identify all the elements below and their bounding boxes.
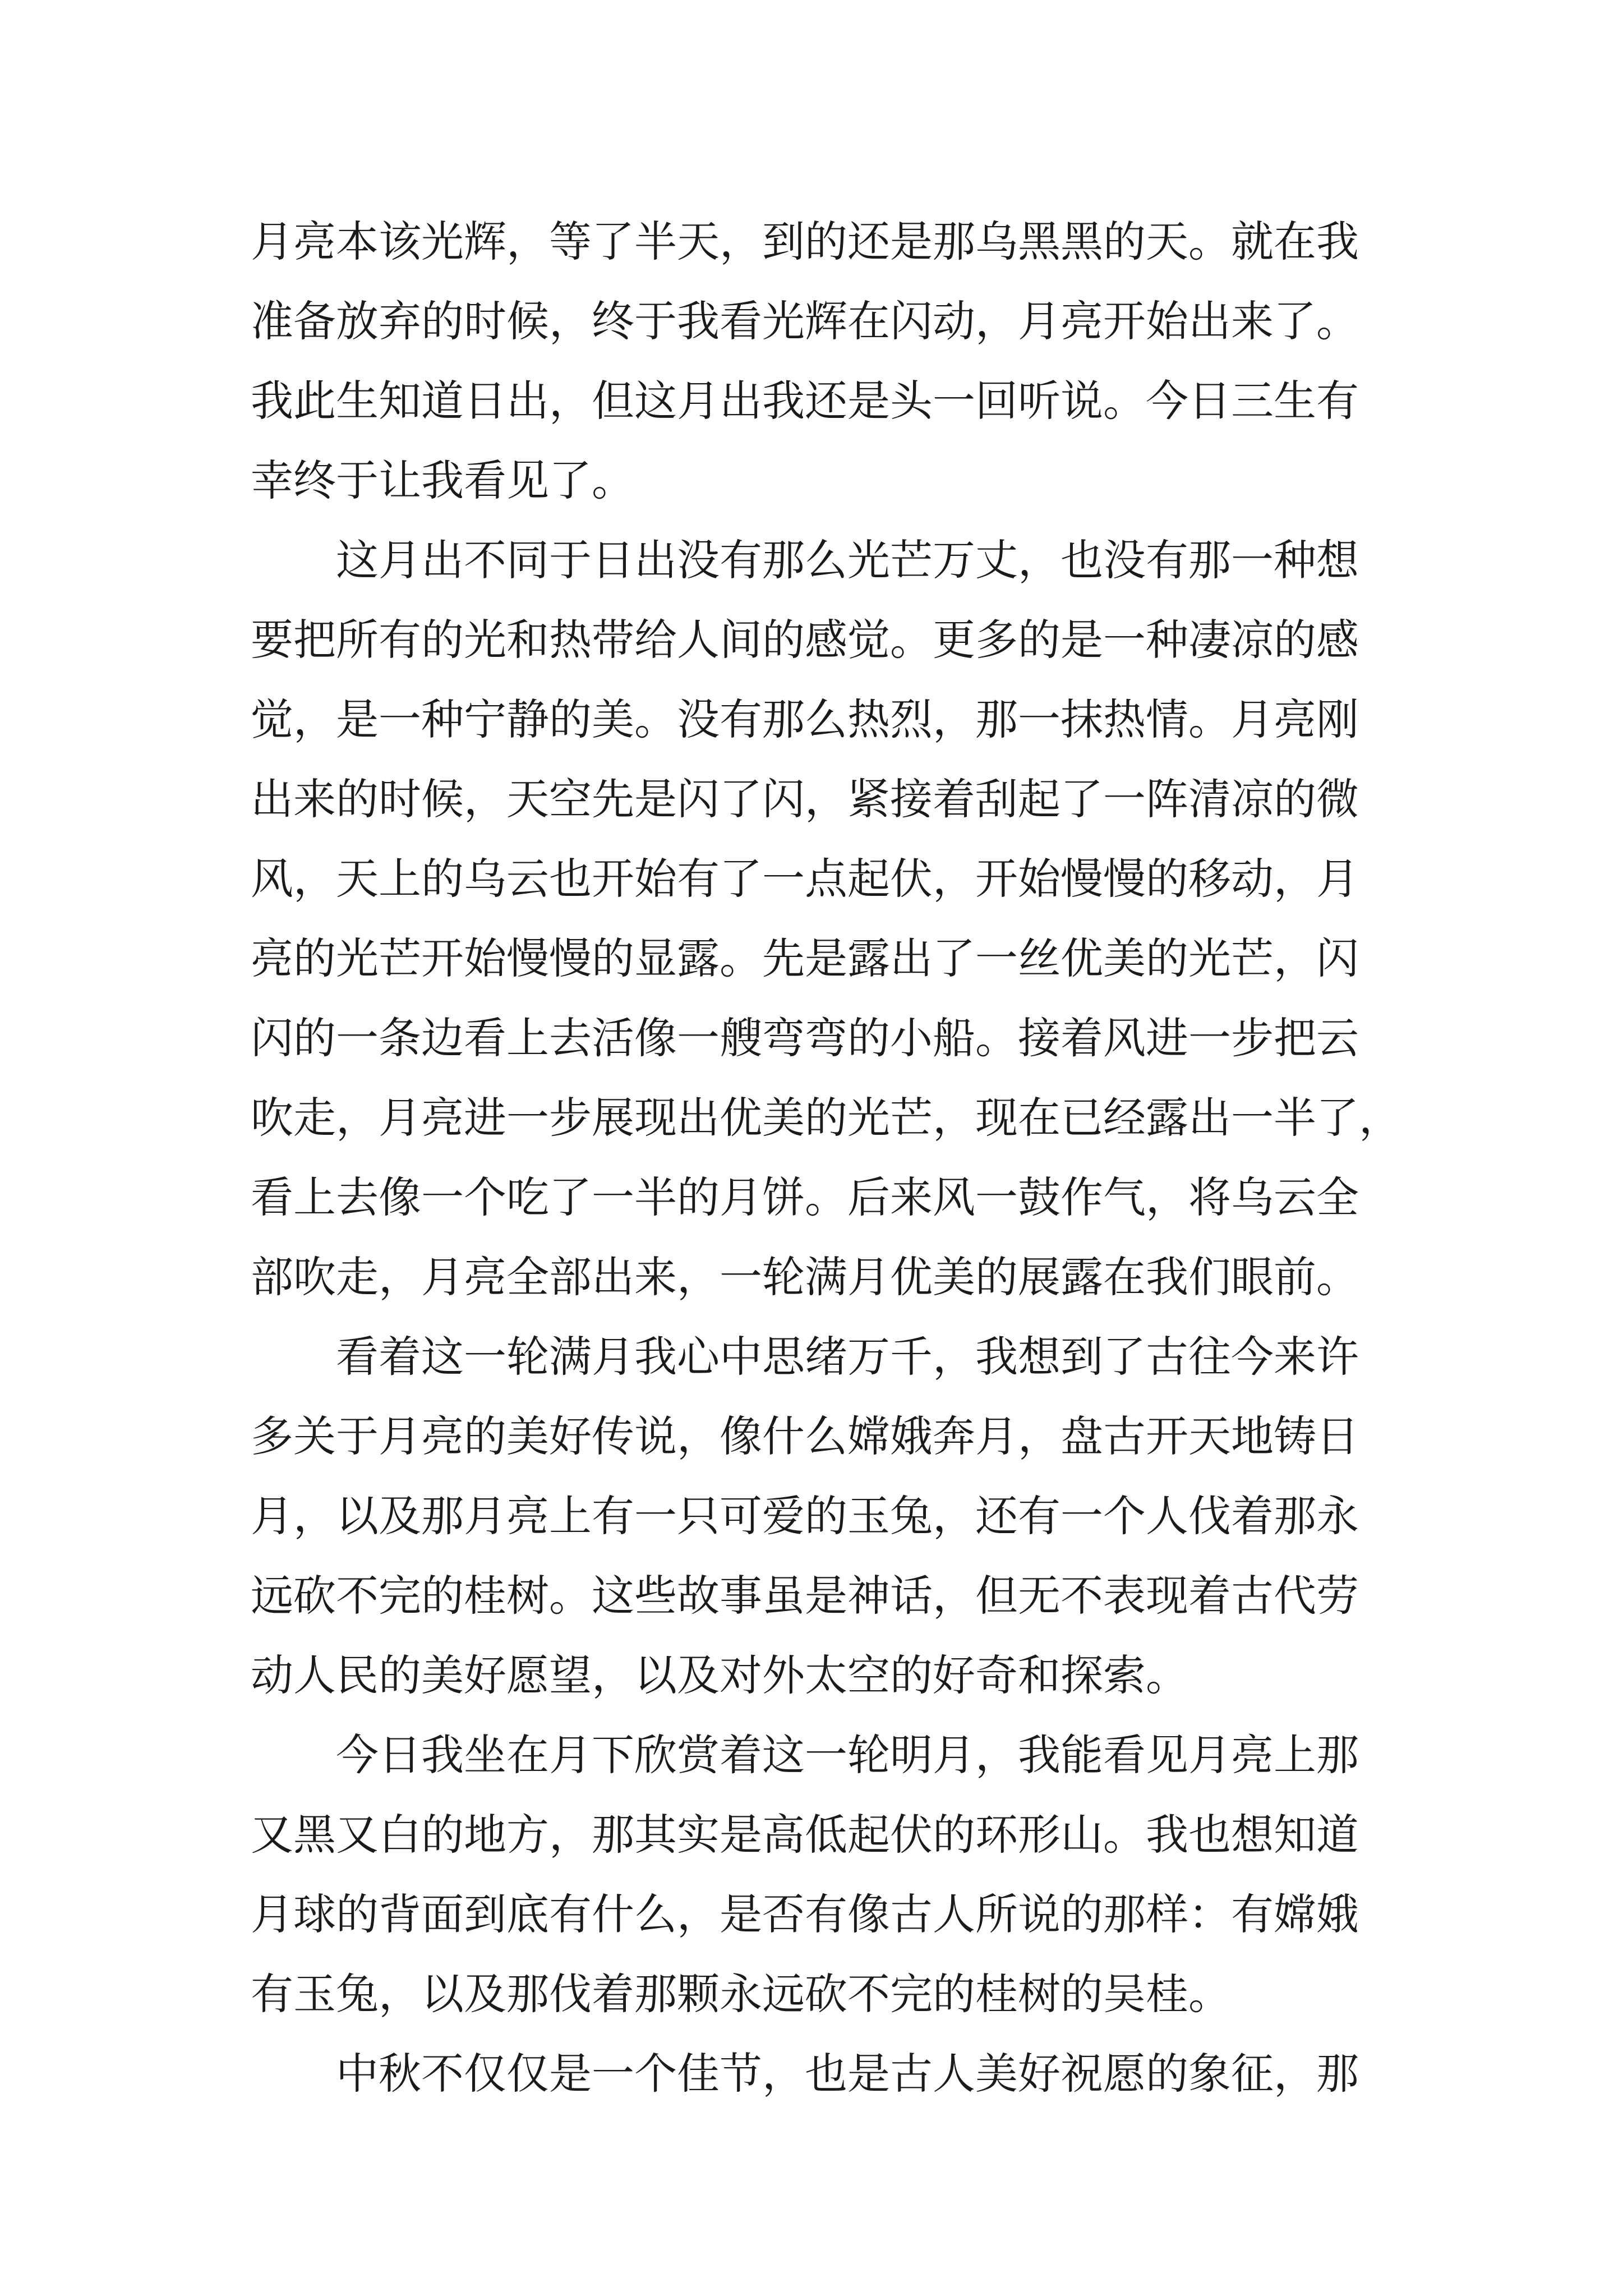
- text-line: 多关于月亮的美好传说，像什么嫦娥奔月，盘古开天地铸日: [251, 1411, 1359, 1461]
- paragraph-start-line: 中秋不仅仅是一个佳节，也是古人美好祝愿的象征，那: [336, 2049, 1359, 2099]
- text-line: 我此生知道日出，但这月出我还是头一回听说。今日三生有: [251, 376, 1359, 426]
- paragraph-start-line: 这月出不同于日出没有那么光芒万丈，也没有那一种想: [336, 535, 1359, 585]
- text-line: 出来的时候，天空先是闪了闪，紧接着刮起了一阵清凉的微: [251, 774, 1359, 824]
- text-line: 远砍不完的桂树。这些故事虽是神话，但无不表现着古代劳: [251, 1571, 1359, 1621]
- text-line: 准备放弃的时候，终于我看光辉在闪动，月亮开始出来了。: [251, 296, 1359, 346]
- paragraph-start-line: 看着这一轮满月我心中思绪万千，我想到了古往今来许: [336, 1332, 1359, 1382]
- essay-body: [251, 202, 1401, 2114]
- text-line: 看上去像一个吃了一半的月饼。后来风一鼓作气，将乌云全: [251, 1172, 1359, 1222]
- paragraph-start-line: 今日我坐在月下欣赏着这一轮明月，我能看见月亮上那: [336, 1730, 1359, 1780]
- text-line: 动人民的美好愿望，以及对外太空的好奇和探索。: [251, 1650, 1188, 1700]
- text-line: 幸终于让我看见了。: [251, 455, 634, 505]
- text-line: 有玉兔，以及那伐着那颗永远砍不完的桂树的吴桂。: [251, 1969, 1231, 2019]
- text-line: 部吹走，月亮全部出来，一轮满月优美的展露在我们眼前。: [251, 1252, 1359, 1302]
- text-line: 闪的一条边看上去活像一艘弯弯的小船。接着风进一步把云: [251, 1013, 1359, 1063]
- text-line: 要把所有的光和热带给人间的感觉。更多的是一种凄凉的感: [251, 615, 1359, 665]
- text-line: 觉，是一种宁静的美。没有那么热烈，那一抹热情。月亮刚: [251, 694, 1359, 744]
- text-line: 风，天上的乌云也开始有了一点起伏，开始慢慢的移动，月: [251, 854, 1359, 904]
- text-line: 又黑又白的地方，那其实是高低起伏的环形山。我也想知道: [251, 1810, 1359, 1860]
- text-line: 月，以及那月亮上有一只可爱的玉兔，还有一个人伐着那永: [251, 1491, 1359, 1541]
- text-line: 月亮本该光辉，等了半天，到的还是那乌黑黑的天。就在我: [251, 217, 1359, 266]
- text-line: 亮的光芒开始慢慢的显露。先是露出了一丝优美的光芒，闪: [251, 933, 1359, 983]
- text-line: 月球的背面到底有什么，是否有像古人所说的那样：有嫦娥: [251, 1889, 1359, 1939]
- text-line: 吹走，月亮进一步展现出优美的光芒，现在已经露出一半了，: [251, 1093, 1401, 1143]
